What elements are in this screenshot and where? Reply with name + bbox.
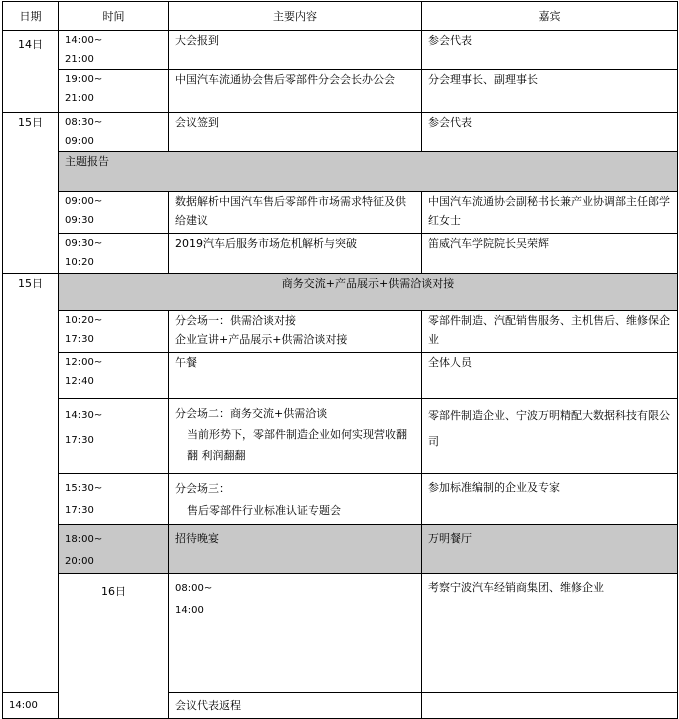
table-row — [3, 311, 678, 353]
date-cell: 16日 — [59, 574, 169, 719]
guest-cell: 万明餐厅 — [422, 525, 678, 574]
content-cell: 中国汽车流通协会售后零部件分会会长办公会 — [169, 70, 422, 113]
time-cell: 12:00~ 12:40 — [59, 353, 169, 399]
time-cell: 14:00 — [3, 693, 59, 719]
date-cell: 15日 — [3, 113, 59, 274]
time-cell: 08:00~ 14:00 — [169, 574, 422, 693]
header-date: 日期 — [3, 2, 59, 31]
header-row — [3, 2, 678, 31]
header-guest: 嘉宾 — [422, 2, 678, 31]
content-cell: 分会场一：供需洽谈对接 企业宣讲+产品展示+供需洽谈对接 — [169, 311, 422, 353]
content-cell: 分会场三： 售后零部件行业标准认证专题会 — [169, 474, 422, 525]
header-content: 主要内容 — [169, 2, 422, 31]
section-title: 商务交流+产品展示+供需洽谈对接 — [59, 274, 678, 311]
guest-cell: 参加标准编制的企业及专家 — [422, 474, 678, 525]
schedule-table — [2, 1, 678, 719]
time-cell: 10:20~ 17:30 — [59, 311, 169, 353]
date-cell: 15日 — [3, 274, 59, 693]
time-cell: 19:00~ 21:00 — [59, 70, 169, 113]
time-cell: 14:30~ 17:30 — [59, 399, 169, 474]
time-cell: 08:30~ 09:00 — [59, 113, 169, 152]
content-cell: 会议签到 — [169, 113, 422, 152]
time-cell: 15:30~ 17:30 — [59, 474, 169, 525]
content-cell: 考察宁波汽车经销商集团、维修企业 — [422, 574, 678, 693]
content-cell: 数据解析中国汽车售后零部件市场需求特征及供给建议 — [169, 192, 422, 234]
table-row — [3, 70, 678, 113]
header-time: 时间 — [59, 2, 169, 31]
time-cell: 18:00~ 20:00 — [59, 525, 169, 574]
table-row — [3, 574, 678, 693]
guest-cell: 参会代表 — [422, 113, 678, 152]
date-cell: 14日 — [3, 31, 59, 113]
time-cell: 09:30~ 10:20 — [59, 234, 169, 274]
section-title: 主题报告 — [59, 152, 678, 192]
content-cell: 招待晚宴 — [169, 525, 422, 574]
guest-cell: 全体人员 — [422, 353, 678, 399]
table-row — [3, 399, 678, 474]
section-row — [3, 274, 678, 311]
guest-cell: 零部件制造企业、宁波万明精配大数据科技有限公司 — [422, 399, 678, 474]
table-row — [3, 474, 678, 525]
guest-cell: 笛威汽车学院院长吴荣辉 — [422, 234, 678, 274]
table-row — [3, 113, 678, 152]
time-cell: 14:00~ 21:00 — [59, 31, 169, 70]
guest-cell: 中国汽车流通协会副秘书长兼产业协调部主任郎学红女士 — [422, 192, 678, 234]
table-row — [3, 192, 678, 234]
table-row — [3, 525, 678, 574]
guest-cell: 参会代表 — [422, 31, 678, 70]
content-cell: 大会报到 — [169, 31, 422, 70]
guest-cell — [422, 693, 678, 719]
guest-cell: 零部件制造、汽配销售服务、主机售后、维修保企业 — [422, 311, 678, 353]
table-row — [3, 31, 678, 70]
table-row — [3, 234, 678, 274]
section-row — [3, 152, 678, 192]
table-row — [3, 353, 678, 399]
time-cell: 09:00~ 09:30 — [59, 192, 169, 234]
guest-cell: 分会理事长、副理事长 — [422, 70, 678, 113]
content-cell: 分会场二：商务交流+供需洽谈 当前形势下，零部件制造企业如何实现营收翻翻 利润翻翻 — [169, 399, 422, 474]
content-cell: 2019汽车后服务市场危机解析与突破 — [169, 234, 422, 274]
content-cell: 午餐 — [169, 353, 422, 399]
content-cell: 会议代表返程 — [169, 693, 422, 719]
